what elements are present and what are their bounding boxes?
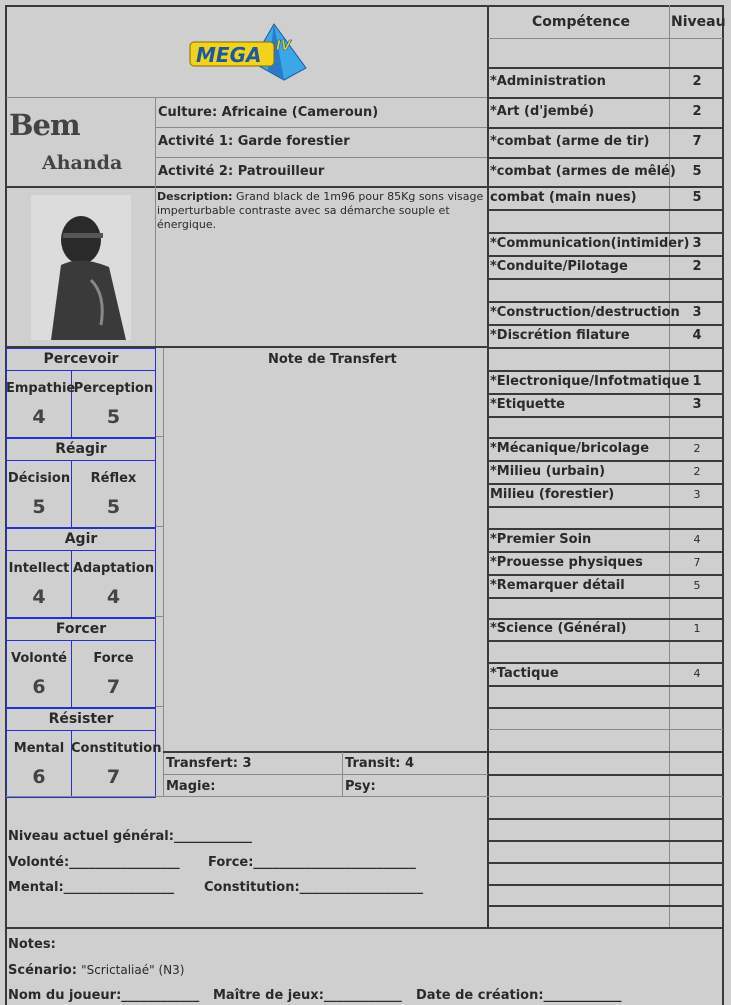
row-line [155, 127, 488, 128]
attribute-group-name: Réagir [55, 441, 107, 457]
skill-name: *Tactique [490, 665, 559, 681]
skill-row-line [488, 796, 723, 797]
scenario-value: "Scrictaliaé" (N3) [81, 963, 185, 977]
skill-row-line [488, 597, 723, 599]
psy-label: Psy: [345, 779, 376, 794]
force-line: Force:_________________________ [208, 855, 416, 870]
skill-row-line [488, 416, 723, 418]
skill-row-line [488, 840, 723, 842]
game-master: Maître de jeux:____________ [213, 988, 402, 1003]
skill-name: *Administration [490, 74, 606, 89]
attribute-label: Intellect [8, 561, 70, 576]
col-line-skills [487, 5, 489, 928]
attribute-value: 5 [106, 496, 121, 518]
skill-name: *Science (Général) [490, 621, 627, 636]
attribute-value: 4 [106, 586, 121, 608]
skill-level: 2 [692, 258, 702, 274]
skill-name: *combat (armes de mêlé) [490, 163, 676, 179]
attribute-label: Adaptation [72, 561, 155, 576]
attribute-group-name: Forcer [55, 621, 107, 637]
attribute-group-name: Percevoir [43, 351, 119, 367]
skill-level: 3 [692, 235, 702, 251]
skill-name: combat (main nues) [490, 189, 637, 205]
row-line [6, 186, 488, 188]
skill-level: 4 [693, 532, 701, 546]
skill-level: 1 [692, 373, 702, 389]
skill-row-line [488, 551, 723, 553]
skill-row-line [488, 618, 723, 620]
tick [156, 526, 164, 527]
skill-row-line [488, 774, 723, 776]
last-name: Ahanda [42, 152, 123, 174]
volonte-line: Volonté:_________________ [8, 855, 180, 870]
skill-row-line [488, 685, 723, 687]
creation-date: Date de création:____________ [416, 988, 622, 1003]
skill-name: *Milieu (urbain) [490, 463, 606, 479]
skill-level: 2 [693, 464, 701, 478]
skill-row-line [488, 905, 723, 907]
activity-1: Activité 1: Garde forestier [158, 134, 350, 149]
skill-row-line [488, 255, 723, 257]
attribute-label: Force [93, 651, 134, 666]
col-line [163, 348, 164, 796]
skill-level: 3 [692, 396, 702, 412]
attribute-value: 7 [106, 676, 121, 698]
skill-name: *Etiquette [490, 396, 565, 412]
skill-level: 5 [692, 189, 702, 205]
skill-row-line [488, 483, 723, 485]
skill-level: 2 [692, 104, 702, 119]
skill-row-line [488, 97, 723, 99]
skill-level: 3 [693, 487, 701, 501]
skill-row-line [488, 301, 723, 303]
skill-row-line [488, 232, 723, 234]
skill-name: *Discrétion filature [490, 327, 630, 343]
skill-row-line [488, 437, 723, 439]
skill-row-line [488, 818, 723, 820]
row-line [6, 796, 488, 797]
tick [156, 436, 164, 437]
attribute-value: 6 [32, 766, 46, 788]
attribute-value: 4 [32, 406, 46, 428]
constitution-line: Constitution:___________________ [204, 880, 424, 895]
skill-row-line [488, 528, 723, 530]
attribute-label: Perception [73, 381, 154, 396]
footer-line [6, 927, 723, 929]
row-line [6, 97, 488, 98]
attribute-label: Réflex [90, 471, 137, 486]
skill-level: 2 [692, 74, 702, 89]
tick [156, 706, 164, 707]
culture: Culture: Africaine (Cameroun) [158, 105, 379, 120]
frame-right-border [722, 5, 724, 1005]
skill-name: *Premier Soin [490, 531, 592, 547]
skill-level: 7 [692, 134, 702, 149]
skill-row-line [488, 506, 723, 508]
skill-row-line [488, 324, 723, 326]
skill-name: *Electronique/Infotmatique [490, 373, 690, 389]
logo-text: MEGA [196, 43, 262, 67]
skill-row-line [488, 278, 723, 280]
skill-level: 2 [693, 441, 701, 455]
skill-level: 3 [692, 304, 702, 320]
attribute-value: 7 [106, 766, 121, 788]
attribute-label: Volonté [11, 651, 67, 666]
skill-level: 7 [693, 555, 701, 569]
row-line [163, 751, 488, 753]
col-line [342, 752, 343, 796]
skill-level: 4 [693, 666, 701, 680]
skill-row-line [488, 157, 723, 159]
skill-row-line [488, 186, 723, 188]
skill-name: *Communication(intimider) [490, 235, 690, 251]
skill-row-line [488, 574, 723, 576]
skill-name: *Mécanique/bricolage [490, 440, 650, 456]
col-line [155, 97, 156, 347]
skill-row-line [488, 640, 723, 642]
notes-label: Notes: [8, 937, 56, 952]
general-level: Niveau actuel général:____________ [8, 829, 252, 844]
description-text: Grand black de 1m96 pour 85Kg sons visage imperturbable contraste avec sa démarche souple et énergique. [157, 190, 484, 231]
attribute-label: Empathie [6, 381, 76, 396]
skill-level: 1 [693, 622, 701, 635]
transit-value: Transit: 4 [345, 756, 415, 771]
skill-row-line [488, 460, 723, 462]
attribute-value: 5 [106, 406, 121, 428]
transfer-title: Note de Transfert [268, 352, 397, 367]
tick [156, 616, 164, 617]
skill-row-line [488, 347, 723, 349]
magie-label: Magie: [166, 779, 216, 794]
skill-row-line [488, 209, 723, 211]
transfert-value: Transfert: 3 [166, 756, 252, 771]
portrait-image [31, 195, 131, 340]
skill-row-line [488, 862, 723, 864]
mental-line: Mental:_________________ [8, 880, 175, 895]
skill-name: *combat (arme de tir) [490, 134, 650, 149]
skill-name: *Prouesse physiques [490, 554, 643, 570]
attribute-value: 4 [32, 586, 46, 608]
competence-header: Compétence [532, 14, 630, 30]
skill-row-line [488, 662, 723, 664]
row-line [163, 774, 488, 775]
skill-row-line [488, 38, 723, 39]
attribute-label: Décision [7, 471, 71, 486]
attribute-group-name: Agir [64, 531, 98, 547]
skill-level: 5 [692, 163, 702, 179]
skill-name: *Construction/destruction [490, 304, 680, 320]
skill-row-line [488, 67, 723, 69]
skill-row-line [488, 884, 723, 886]
attribute-label: Constitution [71, 741, 162, 756]
niveau-header: Niveau [671, 14, 726, 30]
player-name: Nom du joueur:____________ [8, 988, 200, 1003]
mega-logo [188, 22, 308, 84]
attribute-group-name: Résister [48, 711, 114, 727]
skill-level: 5 [693, 578, 701, 592]
frame-top-border [5, 5, 723, 7]
attribute-value: 5 [32, 496, 46, 518]
activity-2: Activité 2: Patrouilleur [158, 164, 325, 179]
logo-sub: IV [276, 39, 291, 54]
skill-name: *Remarquer détail [490, 577, 625, 593]
first-name: Bem [9, 108, 80, 142]
skill-row-line [488, 127, 723, 129]
skill-row-line [488, 393, 723, 395]
attribute-value: 6 [32, 676, 46, 698]
skill-row-line [488, 751, 723, 753]
skill-row-line [488, 707, 723, 709]
scenario [8, 963, 184, 978]
skill-row-line [488, 370, 723, 372]
skill-row-line [488, 729, 723, 730]
skill-level: 4 [692, 327, 702, 343]
skill-name: Milieu (forestier) [490, 486, 615, 502]
description [157, 190, 485, 232]
description-label: Description: [157, 190, 233, 203]
scenario-label: Scénario: [8, 963, 77, 978]
attribute-label: Mental [13, 741, 65, 756]
skill-name: *Conduite/Pilotage [490, 258, 628, 274]
row-line [155, 157, 488, 158]
skill-name: *Art (d'jembé) [490, 104, 595, 119]
